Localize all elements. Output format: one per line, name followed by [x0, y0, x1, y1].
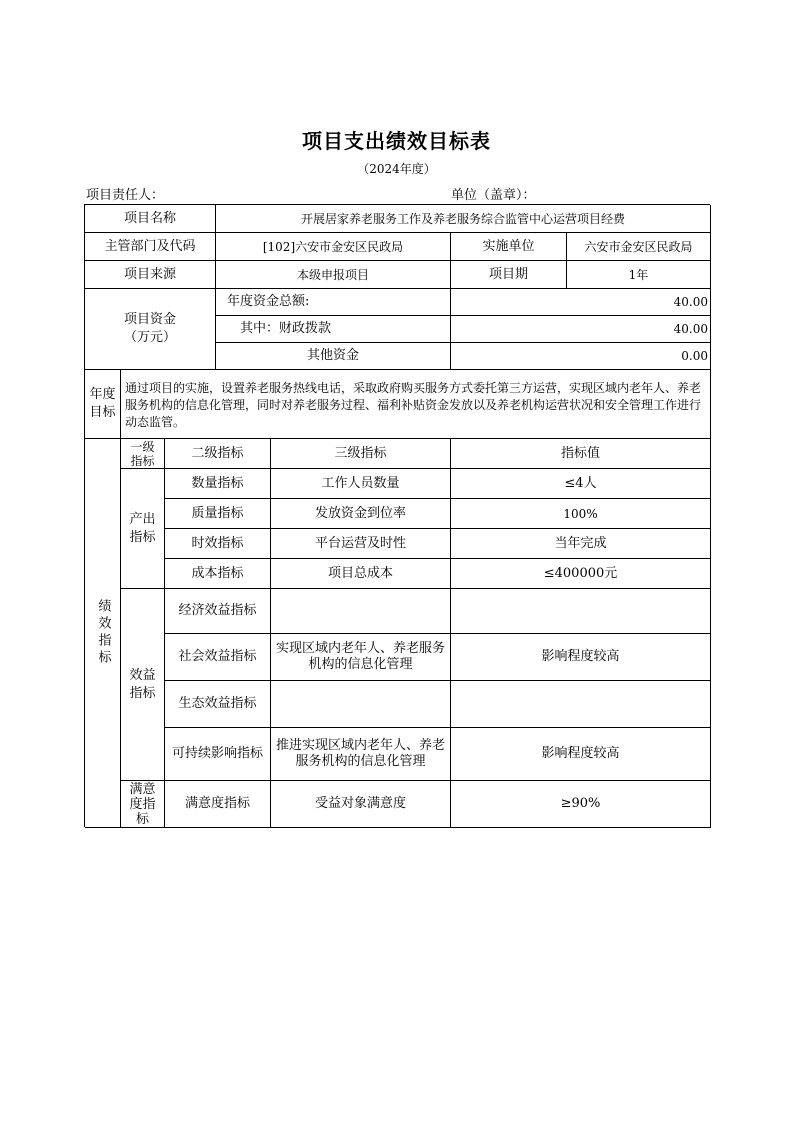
- level1-header: 一级 指标: [121, 439, 165, 469]
- project-funds-label: 项目资金 （万元）: [85, 289, 216, 370]
- row-l3: 工作人员数量: [271, 469, 451, 499]
- row-value: ≤4人: [451, 469, 711, 499]
- level2-header: 二级指标: [165, 439, 271, 469]
- annual-goal-text: 通过项目的实施，设置养老服务热线电话，采取政府购买服务方式委托第三方运营，实现区域内老年人、养老服务机构的信息化管理，同时对养老服务过程、福利补贴资金发放以及养老机构运营状况和安全管理工作进行动态监管。: [121, 370, 711, 439]
- responsible-person-label: 项目责任人：: [86, 188, 165, 203]
- unit-seal-label: 单位（盖章）：: [451, 188, 536, 203]
- benefit-indicators-label: 效益 指标: [121, 589, 165, 781]
- row-l3: 平台运营及时性: [271, 529, 451, 559]
- fiscal-allocation-label: 其中：财政拨款: [216, 316, 451, 343]
- project-source-value: 本级申报项目: [216, 261, 451, 289]
- row-l3: 推进实现区域内老年人、养老服务机构的信息化管理: [271, 728, 451, 781]
- row-l3: 受益对象满意度: [271, 781, 451, 828]
- row-l3: 实现区域内老年人、养老服务机构的信息化管理: [271, 634, 451, 681]
- department-label: 主管部门及代码: [85, 233, 216, 261]
- row-value: [451, 589, 711, 634]
- annual-total-label: 年度资金总额:: [216, 289, 451, 316]
- row-l2: 质量指标: [165, 499, 271, 529]
- row-l3: [271, 589, 451, 634]
- row-value: ≥90%: [451, 781, 711, 828]
- row-l3: 发放资金到位率: [271, 499, 451, 529]
- row-l2: 时效指标: [165, 529, 271, 559]
- fiscal-allocation-value: 40.00: [451, 316, 711, 343]
- row-value: ≤400000元: [451, 559, 711, 589]
- performance-indicators-label: 绩效指标: [85, 439, 121, 828]
- output-indicators-label: 产出 指标: [121, 469, 165, 589]
- row-l2: 社会效益指标: [165, 634, 271, 681]
- row-l2: 经济效益指标: [165, 589, 271, 634]
- row-value: 影响程度较高: [451, 634, 711, 681]
- project-source-label: 项目来源: [85, 261, 216, 289]
- department-value: [102]六安市金安区民政局: [216, 233, 451, 261]
- project-name-value: 开展居家养老服务工作及养老服务综合监管中心运营项目经费: [216, 205, 711, 233]
- satisfaction-indicators-label: 满意 度指 标: [121, 781, 165, 828]
- performance-target-table: [84, 204, 710, 827]
- row-value: 100%: [451, 499, 711, 529]
- row-l3: 项目总成本: [271, 559, 451, 589]
- project-period-value: 1年: [567, 261, 711, 289]
- project-period-label: 项目期: [451, 261, 567, 289]
- row-l2: 可持续影响指标: [165, 728, 271, 781]
- page-title: 项目支出绩效目标表: [302, 129, 491, 153]
- annual-goal-label: 年度 目标: [85, 370, 121, 439]
- annual-total-value: 40.00: [451, 289, 711, 316]
- row-value: 当年完成: [451, 529, 711, 559]
- fiscal-year: （2024年度）: [357, 162, 436, 176]
- row-l3: [271, 681, 451, 728]
- row-l2: 生态效益指标: [165, 681, 271, 728]
- project-name-label: 项目名称: [85, 205, 216, 233]
- row-value: [451, 681, 711, 728]
- executing-unit-label: 实施单位: [451, 233, 567, 261]
- row-l2: 数量指标: [165, 469, 271, 499]
- row-l2: 满意度指标: [165, 781, 271, 828]
- level3-header: 三级指标: [271, 439, 451, 469]
- row-value: 影响程度较高: [451, 728, 711, 781]
- row-l2: 成本指标: [165, 559, 271, 589]
- other-funds-value: 0.00: [451, 343, 711, 370]
- executing-unit-value: 六安市金安区民政局: [567, 233, 711, 261]
- other-funds-label: 其他资金: [216, 343, 451, 370]
- indicator-value-header: 指标值: [451, 439, 711, 469]
